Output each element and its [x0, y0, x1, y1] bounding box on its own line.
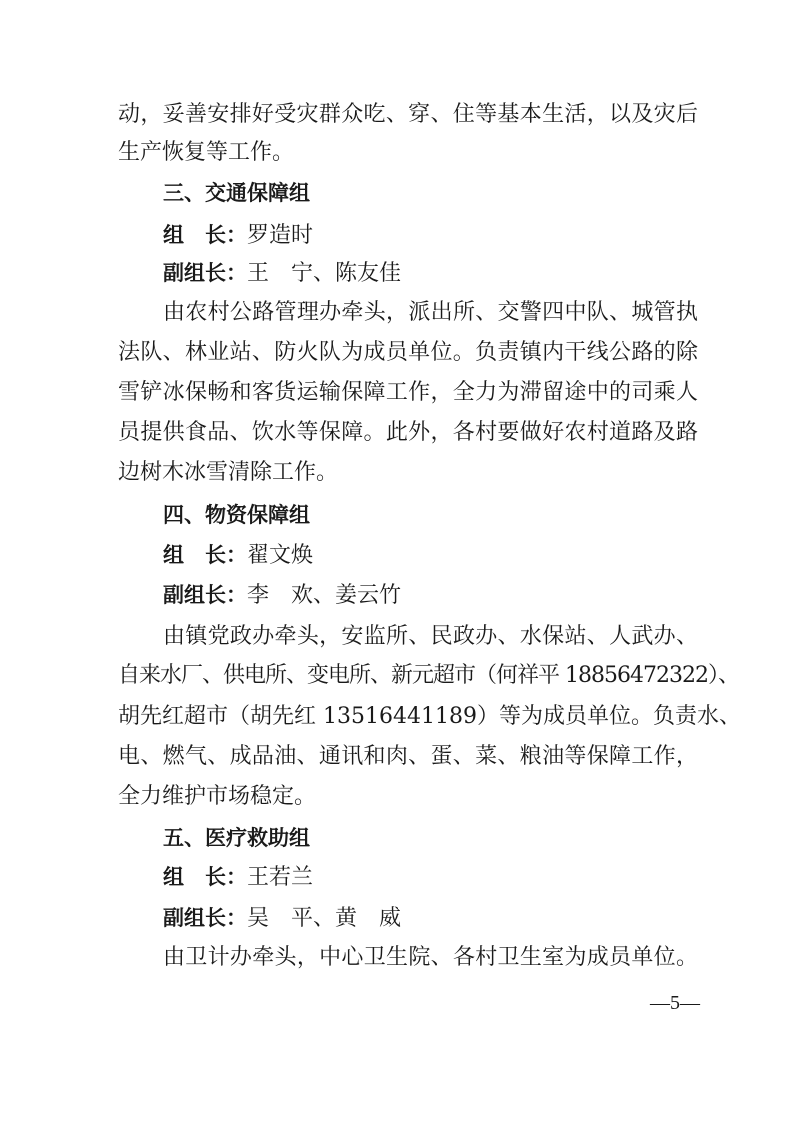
section-title-supplies: 四、物资保障组 [163, 503, 310, 527]
leader-name: 罗造时 [247, 223, 314, 248]
deputy-label: 副组长： [163, 583, 247, 607]
body-line: 由农村公路管理办牵头，派出所、交警四中队、城管执 [163, 300, 698, 325]
medical-deputy-row [163, 903, 698, 934]
page-number: —5— [650, 992, 700, 1014]
deputy-names: 李 欢、姜云竹 [247, 583, 402, 608]
leader-name: 王若兰 [247, 865, 314, 890]
body-line: 动，妥善安排好受灾群众吃、穿、住等基本生活，以及灾后 [118, 102, 698, 127]
supplies-leader-row [163, 540, 698, 571]
deputy-label: 副组长： [163, 261, 247, 285]
body-line: 法队、林业站、防火队为成员单位。负责镇内干线公路的除 [118, 340, 698, 365]
deputy-names: 王 宁、陈友佳 [247, 261, 402, 286]
body-line: 由镇党政办牵头，安监所、民政办、水保站、人武办、 [163, 624, 698, 649]
section-title-medical: 五、医疗救助组 [163, 826, 310, 850]
leader-label: 组 长： [163, 223, 247, 247]
section-title-traffic: 三、交通保障组 [163, 181, 310, 205]
supplies-deputy-row [163, 580, 698, 611]
leader-name: 翟文焕 [247, 543, 314, 568]
body-line: 自来水厂、供电所、变电所、新元超市（何祥平 18856472322）、 [118, 663, 739, 688]
medical-leader-row [163, 862, 698, 893]
body-line: 边树木冰雪清除工作。 [118, 460, 339, 485]
body-line: 员提供食品、饮水等保障。此外，各村要做好农村道路及路 [118, 420, 698, 445]
body-line: 电、燃气、成品油、通讯和肉、蛋、菜、粮油等保障工作， [118, 744, 698, 769]
deputy-names: 吴 平、黄 威 [247, 906, 402, 931]
body-line: 由卫计办牵头，中心卫生院、各村卫生室为成员单位。 [163, 945, 698, 970]
leader-label: 组 长： [163, 865, 247, 889]
traffic-deputy-row [163, 258, 698, 289]
body-line: 雪铲冰保畅和客货运输保障工作，全力为滞留途中的司乘人 [118, 380, 698, 405]
body-line: 全力维护市场稳定。 [118, 784, 317, 809]
deputy-label: 副组长： [163, 906, 247, 930]
body-line: 胡先红超市（胡先红 13516441189）等为成员单位。负责水、 [118, 704, 741, 729]
traffic-leader-row [163, 220, 698, 251]
leader-label: 组 长： [163, 543, 247, 567]
body-line: 生产恢复等工作。 [118, 140, 295, 165]
